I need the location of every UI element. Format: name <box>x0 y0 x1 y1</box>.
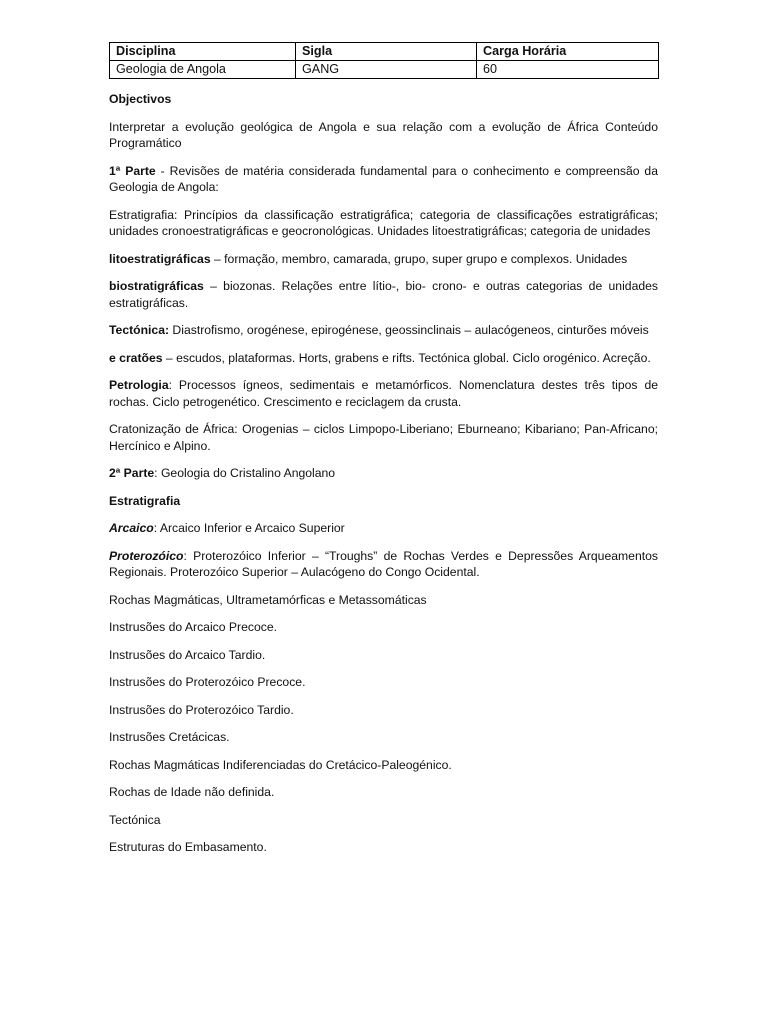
header-sigla: Sigla <box>296 43 477 61</box>
cratonizacao-paragraph: Cratonização de África: Orogenias – ciclos Limpopo-Liberiano; Eburneano; Kibariano; Pan-Africano; Hercínico e Alpino. <box>109 422 658 453</box>
header-carga-horaria: Carga Horária <box>477 43 659 61</box>
document-page <box>109 42 658 867</box>
list-item: Estruturas do Embasamento. <box>109 840 267 854</box>
litoestratigraficas-label: litoestratigráficas <box>109 251 211 266</box>
parte2-paragraph: 2ª Parte: Geologia do Cristalino Angolano <box>109 466 336 480</box>
tectonica-paragraph: Tectónica: Diastrofismo, orogénese, epirogénese, geossinclinais – aulacógeneos, cinturões móveis <box>109 323 649 337</box>
arcaico-label: Arcaico <box>109 521 154 535</box>
tectonica-label: Tectónica: <box>109 323 170 337</box>
cell-disciplina: Geologia de Angola <box>110 61 296 79</box>
list-item: Tectónica <box>109 812 161 827</box>
list-item: Rochas Magmáticas, Ultrametamórficas e Metassomáticas <box>109 592 427 607</box>
arcaico-paragraph: Arcaico: Arcaico Inferior e Arcaico Superior <box>109 521 345 535</box>
petrologia-label: Petrologia <box>109 378 169 392</box>
list-item: Instrusões do Arcaico Precoce. <box>109 620 277 634</box>
list-item: Instrusões Cretácicas. <box>109 730 230 744</box>
cratoes-paragraph: e cratões – escudos, plataformas. Horts, grabens e rifts. Tectónica global. Ciclo orogénico. Acreção. <box>109 350 651 365</box>
list-item: Instrusões do Proterozóico Precoce. <box>109 675 306 689</box>
table-header-row <box>110 43 659 61</box>
course-info-table <box>109 42 659 79</box>
estratigrafia-heading: Estratigrafia <box>109 493 181 508</box>
litoestratigraficas-paragraph: litoestratigráficas – formação, membro, camarada, grupo, super grupo e complexos. Unidades <box>109 251 628 266</box>
objectivos-heading: Objectivos <box>109 92 172 106</box>
parte1-paragraph: 1ª Parte - Revisões de matéria considerada fundamental para o conhecimento e compreensão da Geologia de Angola: <box>109 163 658 194</box>
proterozoico-label: Proterozóico <box>109 548 184 563</box>
parte1-label: 1ª Parte <box>109 163 156 178</box>
cell-sigla: GANG <box>296 61 477 79</box>
proterozoico-paragraph: Proterozóico: Proterozóico Inferior – “Troughs” de Rochas Verdes e Depressões Arqueamentos Regionais. Proterozóico Superior – Aulacógeno do Congo Ocidental. <box>109 548 658 579</box>
list-item: Instrusões do Proterozóico Tardio. <box>109 702 294 717</box>
parte2-label: 2ª Parte <box>109 466 155 480</box>
list-item: Rochas de Idade não definida. <box>109 785 275 799</box>
cratoes-label: e cratões <box>109 350 163 365</box>
estratigrafia-paragraph: Estratigrafia: Princípios da classificação estratigráfica; categoria de classificações estratigráficas; unidades cronoestratigráficas e geocronológicas. Unidades litoestratigráficas; categoria de unidades <box>109 207 658 238</box>
header-disciplina: Disciplina <box>110 43 296 61</box>
cell-carga-horaria: 60 <box>477 61 659 79</box>
petrologia-paragraph: Petrologia: Processos ígneos, sedimentais e metamórficos. Nomenclatura destes três tipos de rochas. Ciclo petrogenético. Crescimento e reciclagem da crusta. <box>109 378 658 409</box>
biostratigraficas-paragraph: biostratigráficas – biozonas. Relações entre lítio-, bio- crono- e outras categorias de unidades estratigráficas. <box>109 279 658 310</box>
table-row <box>110 61 659 79</box>
biostratigraficas-label: biostratigráficas <box>109 279 204 293</box>
list-item: Instrusões do Arcaico Tardio. <box>109 647 266 662</box>
objectivos-paragraph: Interpretar a evolução geológica de Angola e sua relação com a evolução de África Conteúdo Programático <box>109 119 658 150</box>
list-item: Rochas Magmáticas Indiferenciadas do Cretácico-Paleogénico. <box>109 757 452 772</box>
